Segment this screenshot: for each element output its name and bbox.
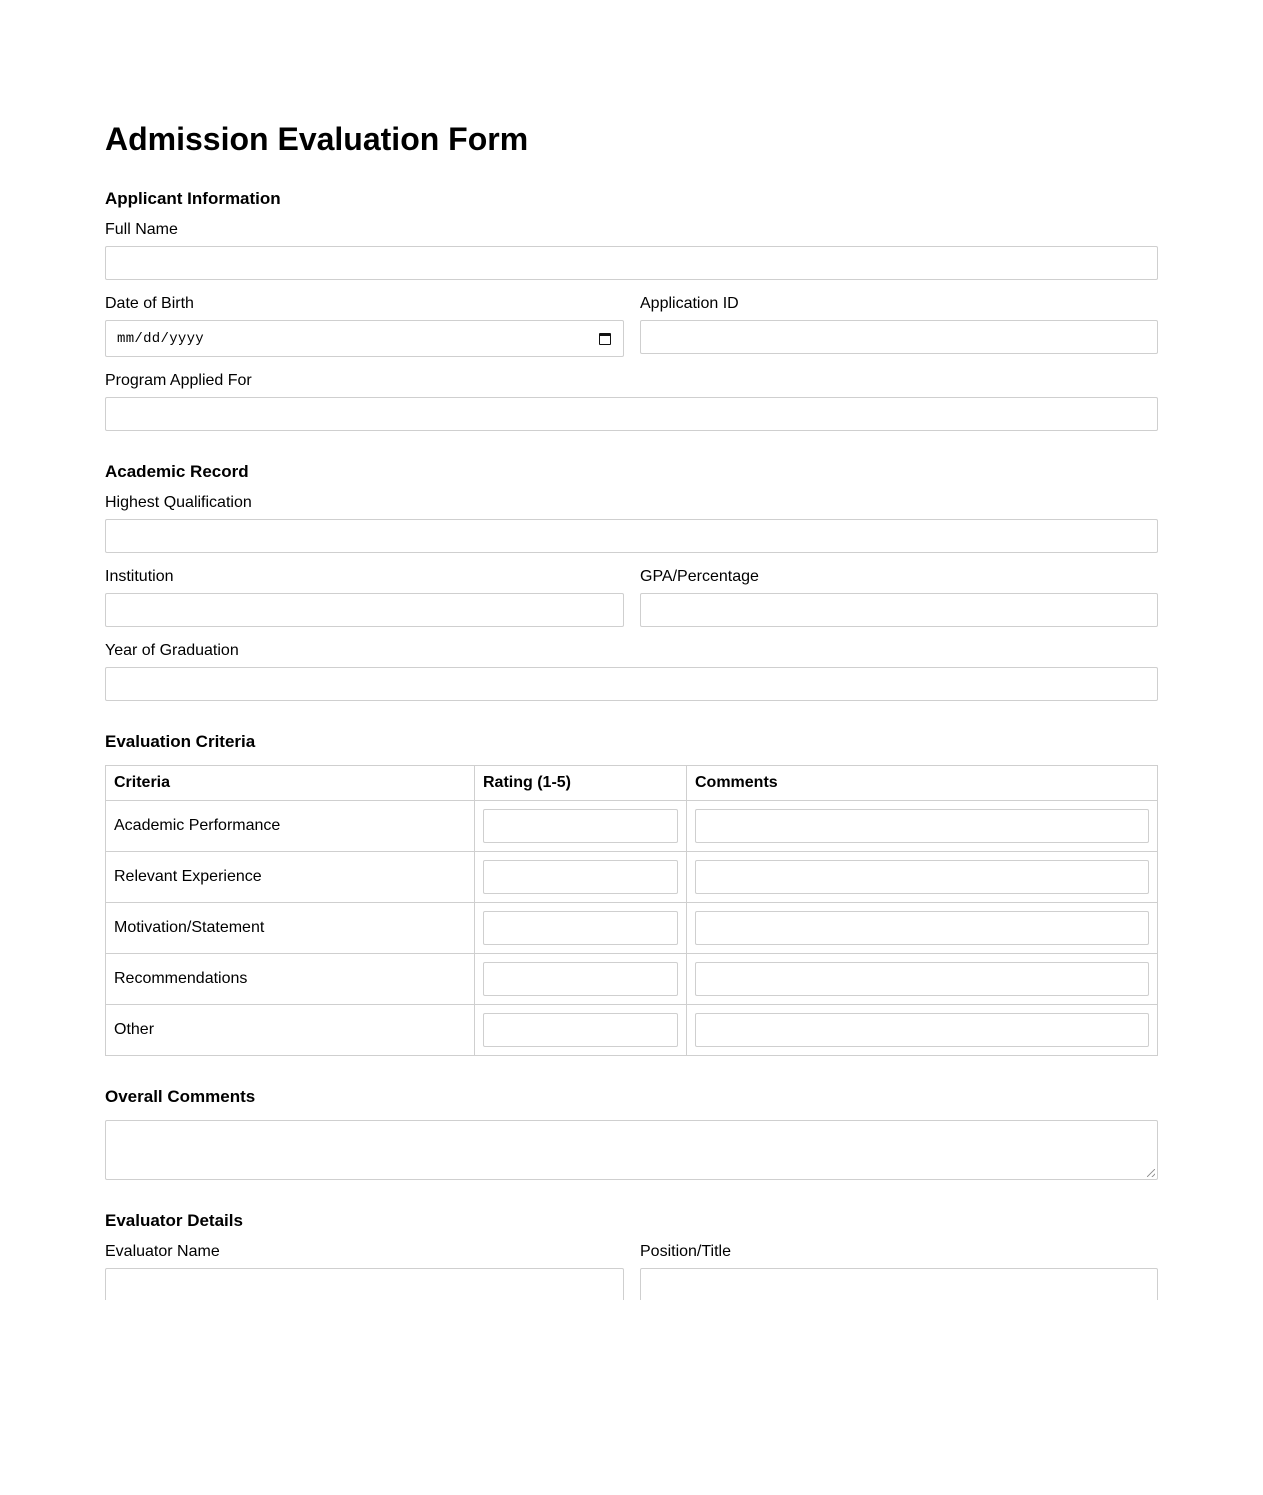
comments-cell [687, 1005, 1158, 1056]
program-input[interactable] [105, 397, 1158, 431]
date-of-birth-input[interactable] [105, 320, 624, 357]
comments-cell [687, 801, 1158, 852]
rating-input[interactable] [483, 1013, 678, 1047]
comments-input[interactable] [695, 860, 1149, 894]
section-title-academic: Academic Record [105, 462, 249, 481]
column-header-criteria: Criteria [106, 766, 475, 801]
comments-cell [687, 852, 1158, 903]
resize-handle-icon[interactable] [1147, 1169, 1155, 1177]
rating-cell [475, 852, 687, 903]
column-header-rating: Rating (1-5) [475, 766, 687, 801]
rating-input[interactable] [483, 809, 678, 843]
date-placeholder: mm/dd/yyyy [117, 330, 205, 347]
table-row [106, 852, 1158, 903]
comments-cell [687, 954, 1158, 1005]
column-header-comments: Comments [687, 766, 1158, 801]
position-title-label: Position/Title [640, 1243, 731, 1260]
table-row [106, 801, 1158, 852]
evaluation-table [105, 765, 1158, 1056]
gpa-input[interactable] [640, 593, 1158, 627]
comments-input[interactable] [695, 962, 1149, 996]
rating-input[interactable] [483, 860, 678, 894]
criteria-cell: Motivation/Statement [106, 903, 475, 954]
application-id-label: Application ID [640, 295, 739, 312]
institution-input[interactable] [105, 593, 624, 627]
criteria-cell: Other [106, 1005, 475, 1056]
position-title-input[interactable] [640, 1268, 1158, 1300]
evaluator-name-label: Evaluator Name [105, 1243, 220, 1260]
rating-cell [475, 801, 687, 852]
program-label: Program Applied For [105, 372, 252, 389]
year-of-graduation-input[interactable] [105, 667, 1158, 701]
rating-input[interactable] [483, 962, 678, 996]
overall-comments-textarea[interactable] [105, 1120, 1158, 1180]
criteria-cell: Academic Performance [106, 801, 475, 852]
application-id-input[interactable] [640, 320, 1158, 354]
calendar-icon[interactable] [599, 333, 611, 345]
comments-cell [687, 903, 1158, 954]
institution-label: Institution [105, 568, 174, 585]
criteria-cell: Recommendations [106, 954, 475, 1005]
section-title-applicant: Applicant Information [105, 189, 281, 208]
rating-input[interactable] [483, 911, 678, 945]
comments-input[interactable] [695, 809, 1149, 843]
table-row [106, 903, 1158, 954]
full-name-input[interactable] [105, 246, 1158, 280]
table-row [106, 954, 1158, 1005]
evaluator-name-input[interactable] [105, 1268, 624, 1300]
section-title-evaluation: Evaluation Criteria [105, 732, 256, 751]
criteria-cell: Relevant Experience [106, 852, 475, 903]
comments-input[interactable] [695, 1013, 1149, 1047]
year-of-graduation-label: Year of Graduation [105, 642, 239, 659]
comments-input[interactable] [695, 911, 1149, 945]
rating-cell [475, 1005, 687, 1056]
highest-qualification-label: Highest Qualification [105, 494, 252, 511]
section-title-evaluator: Evaluator Details [105, 1211, 243, 1230]
rating-cell [475, 954, 687, 1005]
date-of-birth-label: Date of Birth [105, 295, 194, 312]
gpa-label: GPA/Percentage [640, 568, 759, 585]
table-row [106, 1005, 1158, 1056]
full-name-label: Full Name [105, 221, 178, 238]
table-header-row [106, 766, 1158, 801]
rating-cell [475, 903, 687, 954]
highest-qualification-input[interactable] [105, 519, 1158, 553]
section-title-overall: Overall Comments [105, 1087, 256, 1106]
page-title: Admission Evaluation Form [105, 121, 529, 157]
